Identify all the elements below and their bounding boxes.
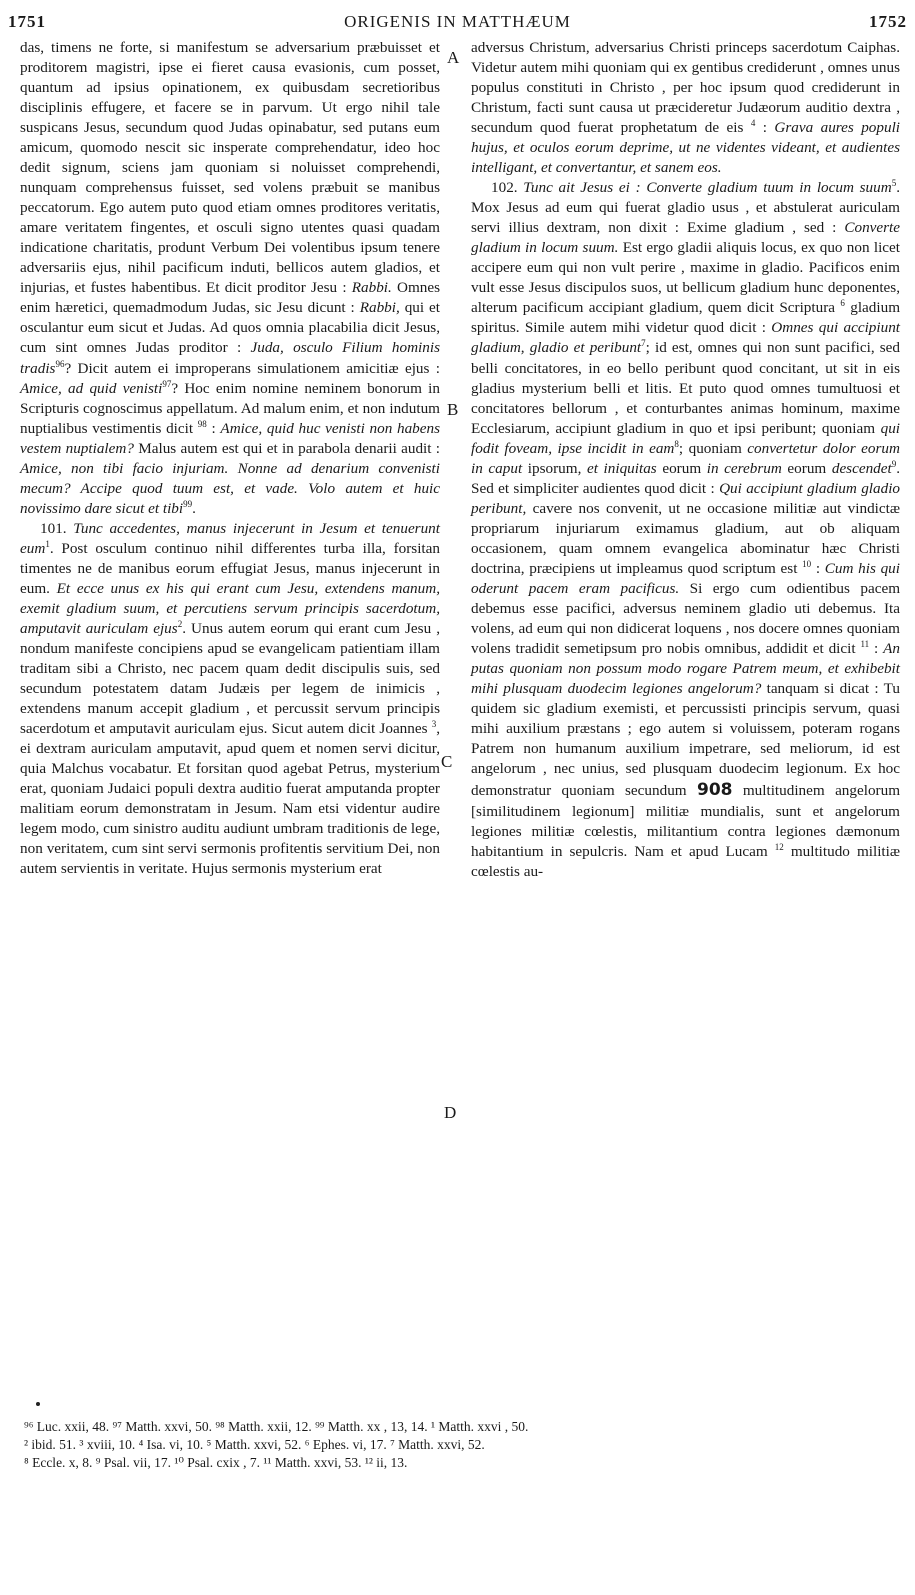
footnote-ref: 10 [802,558,812,569]
margin-marker-a: A [447,48,460,67]
footnote-ref: 3 [431,719,437,729]
right-column [471,38,900,882]
footnote-ref: 11 [860,638,870,649]
footnote-ref: 98 [197,418,207,429]
section-number: 102. [491,179,518,197]
footnote-ref: 9 [891,458,897,469]
left-column [20,38,440,879]
footnote-ref: 8 [674,438,679,449]
footnote-ref: 5 [891,178,897,189]
footnote-ref: 7 [641,338,646,349]
page-number-left: 1751 [8,12,46,31]
margin-marker-c: C [441,752,453,771]
footnote-separator-dot [36,1402,40,1406]
running-title: ORIGENIS IN MATTHÆUM [344,12,571,31]
footnote-ref: 6 [840,298,845,309]
paragraph-continuation: das, timens ne forte, si manifestum se adversarium præbuisset et proditorem magistri, ipse ei fieret causa evasionis, cum posset, quantum ad ipsius opinationem, ex quibusdam secretioribus disciplinis effugere, et facere se in parvum. Ut ergo nihil tale suspicans Jesus, secundum quod Judas opinabatur, sed putans eum amicum, quomodo nescit sic insperate comprehendatur, ideo hoc dedit signum, sciens jam quoniam si noluisset comprehendi, nunquam comprehensus fuisset, sed volens præbuit se manibus peccatorum. Ego autem puto quod etiam omnes proditores veritatis, amare veritatem fingentes, et osculi signo utentes quasi quadam indicatione charitatis, produnt Verbum Dei volentibus ipsum tenere adversariis ejus, nihil pacificum induti, bellicos autem gladios, et injurias, et fustes habentibus. Et dicit proditor Jesu : Rabbi. Omnes enim hæretici, quemadmodum Judas, sic Jesu dicunt : Rabbi, qui et osculantur eum sicut et Judas. Ad quos omnia placabilia dicit Jesus, cum sint omnes Judas proditor : Juda, osculo Filium hominis tradis$^{96}$? Dicit autem ei improperans simulationem amicitiæ ejus : Amice, ad quid venisti$^{97}$? Hoc enim nomine neminem bonorum in Scripturis cognoscimus appellatum. Ad malum enim, et non indutum nuptialibus vestimentis dicit $^{98}$ : Amice, quid huc venisti non habens vestem nuptialem? Malus autem est qui et in parabola denarii audit : Amice, non tibi facio injuriam. Nonne ad denarium convenisti mecum? Accipe quod tuum est, et vade. Volo autem et huic novissimo dare sicut et tibi$^{99}$. [20,39,441,517]
footnote-line-2: ² ibid. 51. ³ xviii, 10. ⁴ Isa. vi, 10. ⁵ Matth. xxvi, 52. ⁶ Ephes. vi, 17. ⁷ Matth. xxvi, 52. [24,1436,485,1452]
margin-marker-b: B [447,400,459,419]
footnotes [24,1418,894,1471]
column-number: 908 [696,780,733,801]
section-number: 101. [40,519,67,537]
page-number-right: 1752 [869,12,907,31]
footnote-ref: 97 [162,378,172,389]
footnote-ref: 12 [774,841,784,852]
paragraph-102: 102. Tunc ait Jesus ei : Converte gladium tuum in locum suum$^5$. Mox Jesus ad eum qui fuerat gladio usus , et abstulerat auriculam servi illius dextram, non dixit : Exime gladium , sed : Converte gladium in locum suum. Est ergo gladii aliquis locus, ex quo non licet accipere eum qui non vult perire , maxime in gladio. Pacificos enim vult esse Jesus discipulos suos, ut bellicum gladium hunc deponentes, alterum pacificum accipiant gladium, quem dicit Scriptura $^6$ gladium spiritus. Simile autem mihi videtur quod dicit : Omnes qui accipiunt gladium, gladio et peribunt$^7$; id est, omnes qui non sunt pacifici, sed belli concitatores, in eo bello peribunt quod concitant, ut sit in eis gladius mysterium belli et litis. Et puto quod omnes tumultuosi et concitatores bellorum , et conturbantes animas hominum, maxime Ecclesiarum, accipiunt gladium in quo et ipsi peribunt; quoniam qui fodit foveam, ipse incidit in eam$^8$; quoniam convertetur dolor eorum in caput ipsorum, et iniquitas eorum in cerebrum eorum descendet$^9$. Sed et simpliciter audientes quod dicit : Qui accipiunt gladium gladio peribunt, cavere nos convenit, ut ne occasione militiæ aut vindictæ propriarum injuriarum eximamus gladium, aut ob aliquam occasionem, quam omnem evangelica abominatur hæc Christi doctrina, præcipiens ut impleamus quod scriptum est $^{10}$ : Cum his qui oderunt pacem eram pacificus. Si ergo cum odientibus pacem debemus esse pacifici, adversus neminem gladio uti debemus. Ita volens, ad eum qui non didicerat loquens , nos docere omnes quoniam volens tradidit semetipsum pro nobis omnibus, addidit et dicit $^{11}$ : An putas quoniam non possum modo rogare Patrem meum, et exhibebit mihi plusquam duodecim legiones angelorum? tanquam si dicat : Tu quidem sic gladium exemisti, et percussisti principis servum, quasi mihi auxilium præstans ; ego autem si voluissem, poteram rogans Patrem non humanum auxilium impetrare, sed meliorum, id est angelorum , nec unius, sed plusquam duodecim legionum. Ex hoc demonstratur quoniam secundum 908 multitudinem angelorum [similitudinem legionum] militiæ mundialis, sunt et angelorum legiones militiæ cœlestis, militantium contra legiones dæmonum habitantium in sepulcris. Nam et apud Lucam $^{12}$ multitudo militiæ cœlestis au- [471,178,901,880]
margin-marker-d: D [444,1103,457,1122]
footnote-ref: 4 [750,118,756,129]
footnote-line-3: ⁸ Eccle. x, 8. ⁹ Psal. vii, 17. ¹⁰ Psal. cxix , 7. ¹¹ Matth. xxvi, 53. ¹² ii, 13. [24,1454,408,1470]
footnote-ref: 2 [177,618,183,629]
footnote-ref: 1 [45,538,50,549]
footnote-ref: 99 [183,498,193,509]
footnote-line-1: ⁹⁶ Luc. xxii, 48. ⁹⁷ Matth. xxvi, 50. ⁹⁸ Matth. xxii, 12. ⁹⁹ Matth. xx , 13, 14. ¹ Matth. xxvi , 50. [24,1419,529,1434]
page-header [0,6,915,36]
footnote-ref: 96 [55,358,65,369]
paragraph-continuation: adversus Christum, adversarius Christi princeps sacerdotum Caiphas. Videtur autem mihi quoniam qui ex gentibus crediderunt , omnes unus populus constituti in Christo , per hoc ipsum quod crediderunt in Christum, facti sunt causa ut præcideretur Judæorum auditio dextra , secundum quod fuerat prophetatum de eis $^4$ : Grava aures populi hujus, et oculos eorum deprime, ut ne videntes videant, et audientes intelligant, et convertantur, et sanem eos. [471,39,901,177]
paragraph-101: 101. Tunc accedentes, manus injecerunt in Jesum et tenuerunt eum$^1$. Post osculum continuo nihil differentes turba illa, forsitan timentes ne de manibus eorum effugiat Jesus, manus injecerunt in eum. Et ecce unus ex his qui erant cum Jesu, extendens manum, exemit gladium suum, et percutiens servum principis sacerdotum, amputavit auriculam ejus$^2$. Unus autem eorum qui erant cum Jesu , nondum manifeste concipiens apud se evangelicam patientiam illam traditam sibi a Christo, nec pacem quam dedit discipulis suis, sed secundum potestatem datam Judæis per legem de inimicis , extendens manum accepit gladium , et percussit servum principis sacerdotum et amputavit auriculam ejus. Sicut autem dicit Joannes $^3$, ei dextram auriculam amputavit, apud quem et nomen servi dicitur, quia Malchus vocabatur. Et forsitan quod agebat Petrus, mysterium erat, quoniam Judaici populi dextra auditio fuerat amputanda propter malitiam eorum demonstratam in Jesum. Nam etsi videntur audire legem modo, cum sinistro auditu audiunt umbram traditionis de lege, non veritatem, cum sint servi sermonis profitentis servitium Dei, non autem servientis in veritate. Hujus sermonis mysterium erat [20,519,441,878]
